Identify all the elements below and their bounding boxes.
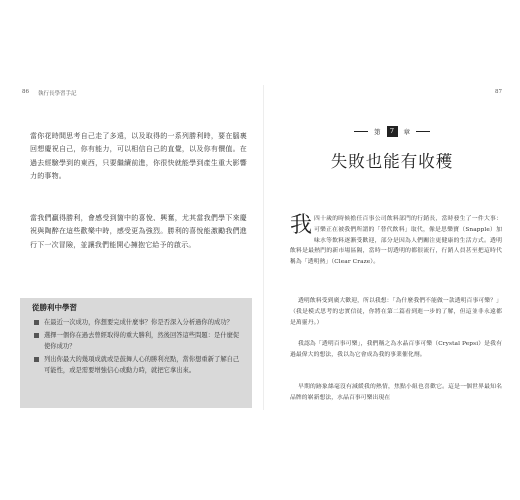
chapter-number: 7 bbox=[387, 126, 398, 137]
sidebar-title: 從勝利中學習 bbox=[32, 303, 77, 312]
right-paragraph-2: 透明飲料受到廣大歡迎，所以我想：「為什麼我們不能做一款透明百事可樂？」（我是模式思考的忠實信徒，你將在第二篇看到進一步的了解，但這並非永遠都是萬靈丹。） bbox=[290, 298, 502, 326]
running-title: 執行長學習手記 bbox=[38, 91, 77, 97]
left-page-header bbox=[8, 88, 263, 98]
chapter-prefix: 第 bbox=[374, 128, 381, 136]
chapter-rule-left bbox=[354, 131, 368, 132]
chapter-rule-right bbox=[416, 131, 430, 132]
chapter-label bbox=[330, 126, 454, 137]
right-page bbox=[268, 88, 516, 408]
sidebar-box bbox=[20, 298, 252, 408]
right-paragraph-1: 四十歲的時候擔任百事公司飲料部門的行銷長，當時發生了一件大事：可樂正在被我們所謂的「替代飲料」取代，像是思樂寶（Snapple）加味水等飲料逐漸受歡迎，部分是因為人們關注更健康的生活方式。透明飲料是最熱門的新市場區隔，當時一切透明的都很流行，行銷人員甚至把這時代稱為「透明熱」（Clear Craze）。 bbox=[290, 216, 502, 266]
right-paragraph-3: 我認為「透明百事可樂」，我們稱之為水晶百事可樂（Crystal Pepsi）是我有過最偉大的想法，我以為它會成為我的事業催化劑。 bbox=[290, 341, 502, 358]
sidebar-list bbox=[34, 317, 240, 378]
sidebar-item-1: 在最近一次成功，你想要完成什麼事？你是否深入分析過你的成功？ bbox=[34, 317, 240, 329]
left-page bbox=[8, 88, 263, 408]
right-page-header bbox=[268, 88, 516, 98]
sidebar-item-3: 列出你最大的幾項成就或是鼓舞人心的勝利亮點，當你想重新了解自己可能性，或是需要增強信心或動力時，就把它拿出來。 bbox=[34, 354, 240, 377]
right-paragraph-4: 早期的跡象絲毫沒有減緩我的熱情，焦點小組也喜歡它。這是一個世界最知名品牌的嶄新想法，水晶百事可樂出現在 bbox=[290, 384, 502, 401]
book-gutter bbox=[263, 85, 264, 410]
chapter-suffix: 章 bbox=[403, 128, 410, 136]
right-page-number: 87 bbox=[495, 89, 502, 95]
drop-cap-spacer bbox=[290, 214, 314, 236]
sidebar-item-2: 選擇一個你在過去曾經取得的重大勝利，然後回答這些問題：是什麼促使你成功？ bbox=[34, 330, 240, 353]
left-paragraph-2: 當我們贏得勝利，會感受到箇中的喜悅、興奮，尤其當我們學下來慶祝與陶醉在這些歡樂中時，感受更為強烈。勝利的喜悅能激勵我們進行下一次冒險，並讓我們能開心擁抱它給予的啟示。 bbox=[30, 214, 247, 249]
left-page-number: 86 bbox=[22, 89, 29, 95]
left-paragraph-1: 當你花時間思考自己走了多遠，以及取得的一系列勝利時，要在腦裏回想慶祝自己，你有能力，可以相信自己的直覺，以及你有價值。在過去經驗學到的東西，只要繼續前進，你很快就能學到產生重大影響力的事物。 bbox=[30, 132, 247, 181]
chapter-title: 失敗也能有收穫 bbox=[330, 152, 454, 171]
drop-cap: 我 bbox=[290, 213, 313, 238]
